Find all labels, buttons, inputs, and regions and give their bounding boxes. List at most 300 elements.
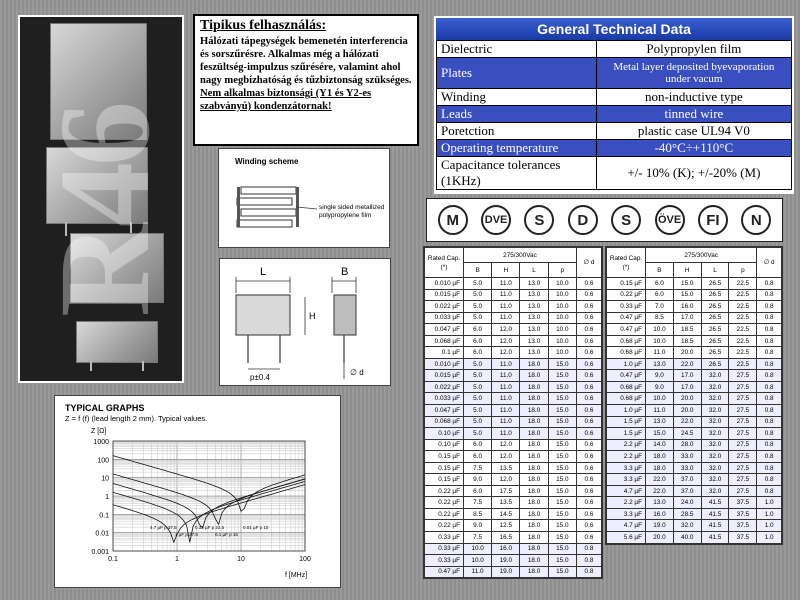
cap-cell: 2.2 µF (607, 439, 646, 451)
general-row (437, 106, 792, 123)
winding-label: single sided metallized polypropylene film (319, 204, 385, 219)
capacitance-table-left (423, 246, 603, 579)
value-cell: 0.8 (757, 451, 782, 463)
value-cell: 12.0 (492, 347, 520, 359)
value-cell: 11.0 (492, 312, 520, 324)
table-row (607, 347, 782, 359)
value-cell: 15.0 (548, 358, 576, 370)
value-cell: 0.8 (757, 428, 782, 440)
value-cell: 32.0 (701, 439, 729, 451)
value-cell: 18.0 (520, 393, 548, 405)
graph-ytick: 0.01 (95, 530, 109, 538)
cap-cell: 0.68 µF (607, 381, 646, 393)
cap-cell: 0.33 µF (425, 532, 464, 544)
value-cell: 10.0 (646, 324, 674, 336)
value-cell: 15.0 (673, 289, 701, 301)
value-cell: 16.0 (492, 543, 520, 555)
table-row (425, 278, 602, 290)
value-cell: 10.0 (646, 393, 674, 405)
value-cell: 1.0 (757, 497, 782, 509)
table-row (607, 508, 782, 520)
table-row (607, 428, 782, 440)
value-cell: 41.5 (701, 497, 729, 509)
value-cell: 7.5 (464, 532, 492, 544)
value-cell: 7.0 (646, 301, 674, 313)
value-cell: 7.5 (464, 462, 492, 474)
table-row (425, 474, 602, 486)
cap-cell: 0.68 µF (607, 347, 646, 359)
value-cell: 15.0 (548, 555, 576, 567)
value-cell: 0.8 (576, 566, 601, 578)
value-cell: 0.8 (757, 393, 782, 405)
header-lead-diameter: ∅ d (757, 248, 782, 278)
table-row (607, 324, 782, 336)
value-cell: 10.0 (464, 543, 492, 555)
value-cell: 11.0 (492, 301, 520, 313)
graph-xtick: 10 (237, 556, 245, 563)
value-cell: 27.5 (729, 451, 757, 463)
cap-cell: 0.010 µF (425, 358, 464, 370)
cap-cell: 0.010 µF (425, 278, 464, 290)
cap-cell: 0.68 µF (607, 335, 646, 347)
value-cell: 5.0 (464, 312, 492, 324)
general-key: Capacitance tolerances (1KHz) (437, 157, 597, 190)
value-cell: 13.0 (646, 416, 674, 428)
value-cell: 13.0 (520, 324, 548, 336)
value-cell: 6.0 (646, 289, 674, 301)
value-cell: 0.6 (576, 416, 601, 428)
value-cell: 15.0 (646, 428, 674, 440)
value-cell: 15.0 (548, 543, 576, 555)
value-cell: 15.0 (548, 370, 576, 382)
table-row (425, 301, 602, 313)
approval-symbols (426, 198, 783, 242)
general-key: Operating temperature (437, 140, 597, 157)
cap-cell: 4.7 µF (607, 520, 646, 532)
value-cell: 18.0 (520, 566, 548, 578)
cap-cell: 0.033 µF (425, 312, 464, 324)
value-cell: 10.0 (464, 555, 492, 567)
value-cell: 0.8 (757, 324, 782, 336)
cap-cell: 0.047 µF (425, 324, 464, 336)
value-cell: 12.0 (492, 439, 520, 451)
value-cell: 5.0 (464, 370, 492, 382)
graph-ytick: 1 (105, 494, 109, 501)
general-row (437, 41, 792, 58)
value-cell: 32.0 (701, 416, 729, 428)
usage-note: Nem alkalmas biztonsági (Y1 és Y2-es szabványú) kondenzátornak! (200, 88, 372, 112)
table-row (425, 405, 602, 417)
value-cell: 19.0 (646, 520, 674, 532)
value-cell: 14.5 (492, 508, 520, 520)
table-row (425, 497, 602, 509)
table-row (425, 485, 602, 497)
table-row (425, 566, 602, 578)
cap-cell: 0.22 µF (425, 497, 464, 509)
winding-title: Winding scheme (235, 157, 299, 166)
table-row (607, 370, 782, 382)
cap-cell: 0.47 µF (607, 312, 646, 324)
value-cell: 18.5 (673, 335, 701, 347)
value-cell: 6.0 (464, 451, 492, 463)
value-cell: 41.5 (701, 520, 729, 532)
table-row (425, 335, 602, 347)
cap-cell: 2.2 µF (607, 497, 646, 509)
value-cell: 13.0 (646, 497, 674, 509)
dim-B: B (341, 266, 349, 278)
table-row (425, 428, 602, 440)
value-cell: 17.0 (673, 381, 701, 393)
value-cell: 0.6 (576, 532, 601, 544)
general-row (437, 89, 792, 106)
usage-title: Tipikus felhasználás: (200, 18, 327, 33)
dimension-svg (220, 259, 392, 387)
cap-cell: 0.015 µF (425, 289, 464, 301)
value-cell: 18.0 (646, 462, 674, 474)
value-cell: 0.6 (576, 312, 601, 324)
table-row (425, 416, 602, 428)
approval-mark-icon: N (741, 205, 771, 235)
cap-cell: 0.022 µF (425, 381, 464, 393)
value-cell: 19.0 (492, 566, 520, 578)
winding-scheme (218, 148, 390, 248)
cap-cell: 0.47 µF (607, 370, 646, 382)
value-cell: 11.0 (492, 278, 520, 290)
value-cell: 17.0 (673, 370, 701, 382)
value-cell: 26.5 (701, 335, 729, 347)
value-cell: 0.6 (576, 347, 601, 359)
general-key: Dielectric (437, 41, 597, 58)
value-cell: 18.0 (520, 358, 548, 370)
value-cell: 9.0 (464, 520, 492, 532)
cap-cell: 0.22 µF (425, 508, 464, 520)
value-cell: 27.5 (729, 381, 757, 393)
cap-cell: 0.015 µF (425, 370, 464, 382)
cap-cell: 1.0 µF (607, 405, 646, 417)
value-cell: 13.0 (646, 358, 674, 370)
value-cell: 11.0 (492, 393, 520, 405)
value-cell: 0.6 (576, 324, 601, 336)
table-row (425, 555, 602, 567)
curve-label: 4.7 µF p 37.5 (150, 525, 177, 530)
value-cell: 0.8 (757, 301, 782, 313)
general-value: -40°C÷+110°C (596, 140, 791, 157)
value-cell: 18.0 (520, 405, 548, 417)
table-row (607, 497, 782, 509)
general-row (437, 157, 792, 190)
value-cell: 11.0 (492, 416, 520, 428)
value-cell: 0.6 (576, 520, 601, 532)
value-cell: 22.0 (646, 474, 674, 486)
table-row (425, 324, 602, 336)
cap-cell: 0.15 µF (425, 474, 464, 486)
dim-L: L (260, 266, 267, 278)
value-cell: 22.0 (673, 358, 701, 370)
cap-cell: 0.047 µF (425, 405, 464, 417)
graph-xtick: 0.1 (108, 556, 118, 563)
cap-cell: 0.068 µF (425, 335, 464, 347)
general-key: Leads (437, 106, 597, 123)
cap-cell: 1.5 µF (607, 416, 646, 428)
value-cell: 27.5 (729, 485, 757, 497)
value-cell: 37.5 (729, 520, 757, 532)
value-cell: 15.0 (548, 532, 576, 544)
value-cell: 6.0 (464, 347, 492, 359)
value-cell: 15.0 (548, 451, 576, 463)
value-cell: 10.0 (548, 335, 576, 347)
value-cell: 15.0 (548, 485, 576, 497)
value-cell: 0.6 (576, 405, 601, 417)
value-cell: 40.0 (673, 532, 701, 544)
value-cell: 15.0 (548, 566, 576, 578)
table-row (607, 451, 782, 463)
value-cell: 6.0 (464, 324, 492, 336)
table-row (607, 405, 782, 417)
value-cell: 18.0 (520, 428, 548, 440)
value-cell: 0.6 (576, 497, 601, 509)
value-cell: 6.0 (464, 485, 492, 497)
value-cell: 32.0 (701, 381, 729, 393)
value-cell: 32.0 (701, 393, 729, 405)
graph-title: TYPICAL GRAPHS (65, 403, 145, 413)
cap-cell: 0.022 µF (425, 301, 464, 313)
value-cell: 18.0 (520, 462, 548, 474)
general-row (437, 140, 792, 157)
table-row (425, 532, 602, 544)
value-cell: 0.8 (757, 485, 782, 497)
value-cell: 24.0 (673, 497, 701, 509)
value-cell: 11.0 (464, 566, 492, 578)
general-title: General Technical Data (436, 18, 792, 40)
value-cell: 32.0 (701, 462, 729, 474)
value-cell: 12.0 (492, 324, 520, 336)
header-rated-cap: Rated Cap. (*) (607, 248, 646, 278)
typical-graph (54, 395, 341, 588)
value-cell: 5.0 (464, 381, 492, 393)
value-cell: 18.0 (520, 370, 548, 382)
value-cell: 0.8 (576, 543, 601, 555)
table-row (425, 543, 602, 555)
table-row (607, 335, 782, 347)
table-row (425, 370, 602, 382)
value-cell: 0.8 (757, 278, 782, 290)
table-row (607, 278, 782, 290)
table-row (425, 347, 602, 359)
graph-xtick: 100 (299, 556, 311, 563)
table-row (425, 439, 602, 451)
usage-description (193, 14, 419, 146)
value-cell: 11.0 (492, 370, 520, 382)
value-cell: 15.0 (548, 393, 576, 405)
value-cell: 13.0 (520, 335, 548, 347)
capacitance-table-right (605, 246, 783, 545)
value-cell: 32.0 (701, 485, 729, 497)
value-cell: 11.0 (646, 347, 674, 359)
graph-ytick: 0.001 (91, 549, 109, 556)
graph-ytick: 10 (101, 475, 109, 483)
table-row (607, 393, 782, 405)
value-cell: 0.6 (576, 289, 601, 301)
value-cell: 37.0 (673, 474, 701, 486)
value-cell: 32.0 (701, 428, 729, 440)
value-cell: 11.0 (492, 358, 520, 370)
value-cell: 0.6 (576, 474, 601, 486)
value-cell: 15.0 (548, 405, 576, 417)
cap-cell: 0.10 µF (425, 428, 464, 440)
dim-p: p±0.4 (250, 373, 270, 382)
value-cell: 13.0 (520, 312, 548, 324)
curve-label: 0.33 µF p 22.5 (195, 525, 225, 530)
cap-cell: 0.47 µF (607, 324, 646, 336)
table-row (607, 381, 782, 393)
table-row (425, 508, 602, 520)
value-cell: 32.0 (701, 451, 729, 463)
curve-label: 1 µF p 27.5 (175, 532, 198, 537)
value-cell: 18.0 (520, 497, 548, 509)
table-row (607, 462, 782, 474)
cap-cell: 0.15 µF (425, 451, 464, 463)
value-cell: 20.0 (673, 393, 701, 405)
cap-cell: 0.22 µF (607, 289, 646, 301)
dim-d: ∅ d (350, 368, 364, 377)
cap-cell: 5.6 µF (607, 532, 646, 544)
value-cell: 15.0 (548, 381, 576, 393)
value-cell: 12.0 (492, 335, 520, 347)
value-cell: 5.0 (464, 416, 492, 428)
cap-cell: 3.3 µF (607, 462, 646, 474)
value-cell: 32.0 (673, 520, 701, 532)
value-cell: 18.5 (673, 324, 701, 336)
usage-body: Hálózati tápegységek bemenetén interferencia és sorszűrésre. Alkalmas még a hálózati feszültség-impulzus szűrésére, valamint ahol nagy megbízhatóság és tűzbiztonság szükséges. (200, 36, 412, 86)
value-cell: 15.0 (548, 416, 576, 428)
value-cell: 18.0 (520, 485, 548, 497)
graph-ytick: 100 (97, 457, 109, 465)
cap-cell: 0.15 µF (607, 278, 646, 290)
value-cell: 0.8 (757, 358, 782, 370)
value-cell: 27.5 (729, 405, 757, 417)
value-cell: 22.5 (729, 358, 757, 370)
value-cell: 1.0 (757, 508, 782, 520)
value-cell: 22.5 (729, 278, 757, 290)
value-cell: 12.5 (492, 520, 520, 532)
value-cell: 5.0 (464, 393, 492, 405)
value-cell: 7.5 (464, 497, 492, 509)
value-cell: 0.8 (757, 474, 782, 486)
header-lead-diameter: ∅ d (576, 248, 601, 278)
value-cell: 18.0 (520, 416, 548, 428)
value-cell: 0.6 (576, 462, 601, 474)
value-cell: 27.5 (729, 416, 757, 428)
value-cell: 11.0 (492, 428, 520, 440)
header-rated-cap: Rated Cap. (*) (425, 248, 464, 278)
value-cell: 0.6 (576, 381, 601, 393)
cap-cell: 2.2 µF (607, 451, 646, 463)
value-cell: 37.0 (673, 485, 701, 497)
value-cell: 10.0 (548, 347, 576, 359)
value-cell: 6.0 (464, 335, 492, 347)
value-cell: 26.5 (701, 324, 729, 336)
table-row (425, 451, 602, 463)
winding-diagram (219, 149, 391, 249)
curve-label: 0.1 µF p 15 (215, 532, 238, 537)
value-cell: 27.5 (729, 428, 757, 440)
general-value: Metal layer deposited byevaporation under vacum (596, 58, 791, 89)
value-cell: 22.5 (729, 335, 757, 347)
graph-xlabel: f [MHz] (285, 572, 308, 579)
value-cell: 15.0 (548, 439, 576, 451)
cap-cell: 0.22 µF (425, 485, 464, 497)
general-row (437, 58, 792, 89)
value-cell: 16.5 (492, 532, 520, 544)
general-key: Poretction (437, 123, 597, 140)
value-cell: 0.8 (757, 347, 782, 359)
value-cell: 22.0 (673, 416, 701, 428)
approval-mark-icon: M (438, 205, 468, 235)
value-cell: 10.0 (548, 324, 576, 336)
value-cell: 6.0 (464, 439, 492, 451)
value-cell: 18.0 (520, 520, 548, 532)
value-cell: 5.0 (464, 358, 492, 370)
value-cell: 18.0 (520, 543, 548, 555)
value-cell: 15.0 (548, 508, 576, 520)
value-cell: 27.5 (729, 462, 757, 474)
value-cell: 0.8 (757, 335, 782, 347)
value-cell: 1.0 (757, 532, 782, 544)
value-cell: 33.0 (673, 451, 701, 463)
dim-H: H (309, 311, 316, 321)
watermark: R46 (33, 105, 177, 317)
curve-label: 0.01 µF p 10 (243, 525, 269, 530)
value-cell: 5.0 (464, 278, 492, 290)
value-cell: 13.5 (492, 497, 520, 509)
value-cell: 0.6 (576, 335, 601, 347)
value-cell: 0.6 (576, 439, 601, 451)
cap-cell: 0.10 µF (425, 439, 464, 451)
general-row (437, 123, 792, 140)
value-cell: 0.8 (757, 462, 782, 474)
value-cell: 32.0 (701, 405, 729, 417)
table-row (607, 301, 782, 313)
cap-cell: 0.68 µF (607, 393, 646, 405)
value-cell: 18.0 (646, 451, 674, 463)
value-cell: 41.5 (701, 508, 729, 520)
general-technical-data (434, 16, 794, 194)
value-cell: 0.8 (757, 289, 782, 301)
value-cell: 27.5 (729, 370, 757, 382)
table-row (425, 393, 602, 405)
value-cell: 5.0 (464, 301, 492, 313)
graph-ytick: 0.1 (99, 512, 109, 520)
value-cell: 14.0 (646, 439, 674, 451)
value-cell: 11.0 (492, 289, 520, 301)
value-cell: 18.0 (520, 532, 548, 544)
cap-cell: 0.33 µF (607, 301, 646, 313)
value-cell: 37.5 (729, 532, 757, 544)
graph-ylabel: Z [Ω] (91, 428, 107, 435)
table-row (607, 439, 782, 451)
cap-cell: 0.47 µF (425, 566, 464, 578)
value-cell: 8.5 (464, 508, 492, 520)
value-cell: 22.0 (646, 485, 674, 497)
value-cell: 22.5 (729, 289, 757, 301)
value-cell: 15.0 (673, 278, 701, 290)
value-cell: 37.5 (729, 497, 757, 509)
value-cell: 11.0 (492, 405, 520, 417)
cap-cell: 0.15 µF (425, 462, 464, 474)
value-cell: 22.5 (729, 324, 757, 336)
value-cell: 13.0 (520, 289, 548, 301)
value-cell: 15.0 (548, 474, 576, 486)
